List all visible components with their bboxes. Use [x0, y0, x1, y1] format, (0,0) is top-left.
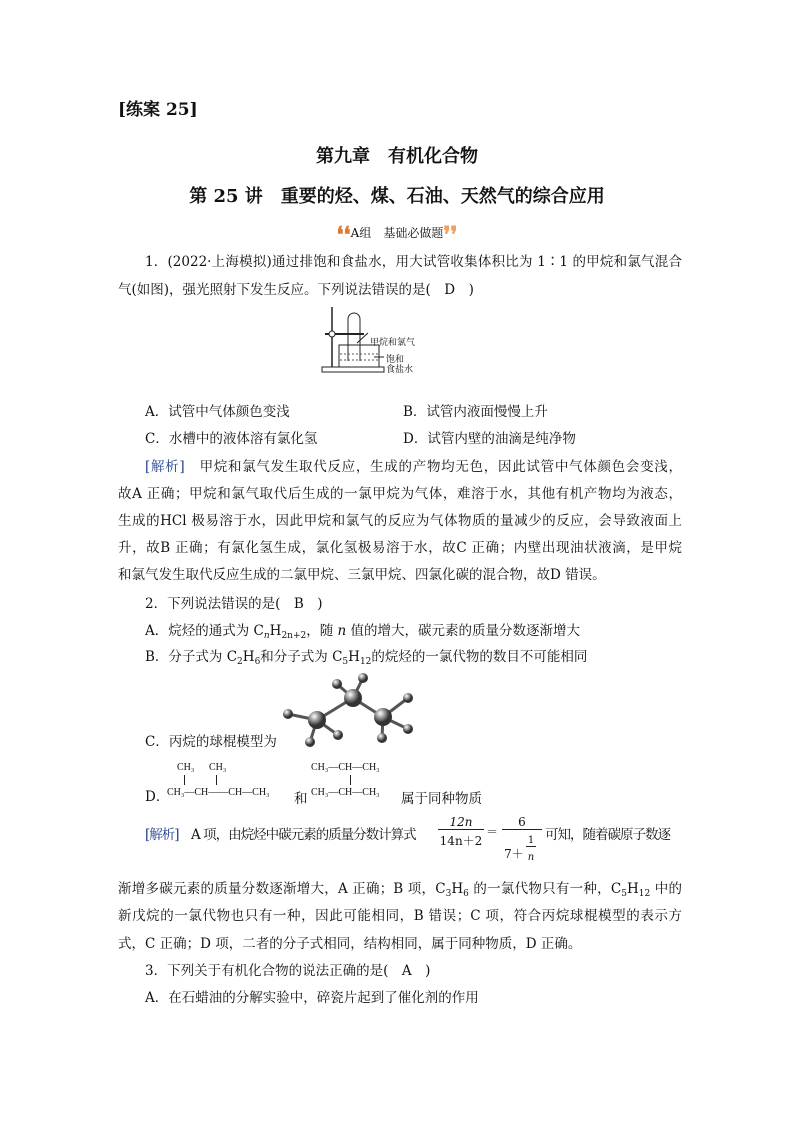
fraction-denominator: 14n＋2 — [439, 834, 483, 848]
q1-analysis-line1: [解析] 甲烷和氯气发生取代反应，生成的产物均无色，因此试管中气体颜色会变浅， — [145, 459, 682, 475]
q1-option-d: D．试管内壁的油滴是纯净物 — [403, 431, 576, 447]
fraction3-denominator: n — [527, 852, 535, 863]
q1-analysis-line4: 升，故B 正确；有氯化氢生成，氯化氢极易溶于水，故C 正确；内壁出现油状液滴，是甲烷 — [118, 540, 682, 556]
propane-ball-stick-model — [270, 672, 420, 752]
q2-option-d-tail: 属于同种物质 — [401, 791, 482, 807]
q2-option-c: C．丙烷的球棍模型为 — [145, 734, 277, 750]
struct2-top-chain: CH₃—CH—CH₃ — [311, 762, 380, 773]
q2-analysis-line3: 新戊烷的一氯代物也只有一种，因此可能相同，B 错误；C 项，符合丙烷球棍模型的表示方 — [118, 908, 682, 924]
q1-stem-line2: 气(如图)，强光照射下发生反应。下列说法错误的是( D ) — [118, 282, 474, 298]
q2-analysis-line1-tail: 可知，随着碳原子数逐 — [545, 827, 670, 843]
struct2-main-chain: CH₃—CH—CH₃ — [311, 787, 380, 798]
fraction2-numerator: 6 — [502, 815, 542, 830]
fraction3-numerator: 1 — [527, 835, 535, 846]
fig-label-brine: 饱和 食盐水 — [386, 355, 414, 375]
q2-option-b: B．分子式为 $C_2H_6$和分子式为 $C_5H_{12}$的烷烃的一氯代物的数目不可能相同 — [145, 649, 588, 667]
q3-option-a: A．在石蜡油的分解实验中，碎瓷片起到了催化剂的作用 — [145, 990, 479, 1006]
open-quote-icon: ❛❛ — [336, 222, 351, 248]
group-label: A组 基础必做题 — [350, 226, 444, 240]
equals-sign: ＝ — [486, 825, 499, 839]
bond-line — [350, 775, 351, 785]
bond-line — [216, 775, 217, 785]
q1-stem-line1: 1．(2022·上海模拟)通过排饱和食盐水，用大试管收集体积比为 1∶1 的甲烷和氯气混合 — [145, 254, 682, 270]
fraction-numerator: 12n — [438, 815, 484, 830]
q2-analysis-line4: 式，C 正确；D 项，二者的分子式相同，结构相同，属于同种物质，D 正确。 — [118, 936, 582, 952]
q2-analysis-line2: 渐增多碳元素的质量分数逐渐增大，A 正确；B 项，$C_3H_6$ 的一氯代物只有一种，$C_5H_{12}$ 中的 — [118, 881, 682, 899]
and-text: 和 — [294, 791, 308, 807]
lesson-title: 第 25 讲 重要的烃、煤、石油、天然气的综合应用 — [189, 186, 605, 207]
q2-stem: 2．下列说法错误的是( B ) — [145, 596, 323, 612]
q1-analysis-line2: 故A 正确；甲烷和氯气取代后生成的一氯甲烷为气体，难溶于水，其他有机产物均为液态， — [118, 486, 682, 502]
fig-label-gas: 甲烷和氯气 — [370, 338, 416, 348]
bond-line — [184, 775, 185, 785]
q1-option-a: A．试管中气体颜色变浅 — [145, 404, 290, 420]
q2-analysis-line1: [解析] A 项，由烷烃中碳元素的质量分数计算式 — [145, 827, 416, 843]
fraction2-denominator: 7＋ — [504, 847, 524, 861]
q3-stem: 3．下列关于有机化合物的说法正确的是( A ) — [145, 963, 431, 979]
q2-option-d-label: D． — [145, 789, 170, 805]
q2-option-a: A．烷烃的通式为 $C_nH_{2n+2}$，随 n 值的增大，碳元素的质量分数逐渐增大 — [145, 623, 581, 641]
q1-analysis-line3: 生成的HCl 极易溶于水，因此甲烷和氯气的反应为气体物质的量减少的反应，会导致液面上 — [118, 513, 682, 529]
close-quote-icon: ❜❜ — [443, 222, 458, 248]
chapter-title: 第九章 有机化合物 — [316, 146, 478, 167]
q1-analysis-line5: 和氯气发生取代反应生成的二氯甲烷、三氯甲烷、四氯化碳的混合物，故D 错误。 — [118, 567, 606, 583]
group-heading — [0, 222, 794, 248]
struct1-branch2: CH₃ — [209, 762, 227, 773]
analysis-tag: [解析] — [145, 459, 185, 475]
struct1-branch1: CH₃ — [177, 762, 195, 773]
analysis-tag: [解析] — [145, 827, 179, 843]
q1-option-b: B．试管内液面慢慢上升 — [403, 404, 548, 420]
struct1-main-chain: CH₃—CH——CH—CH₃ — [167, 787, 270, 798]
q1-option-c: C．水槽中的液体溶有氯化氢 — [145, 431, 318, 447]
exercise-tag: [练案 25] — [118, 100, 198, 120]
